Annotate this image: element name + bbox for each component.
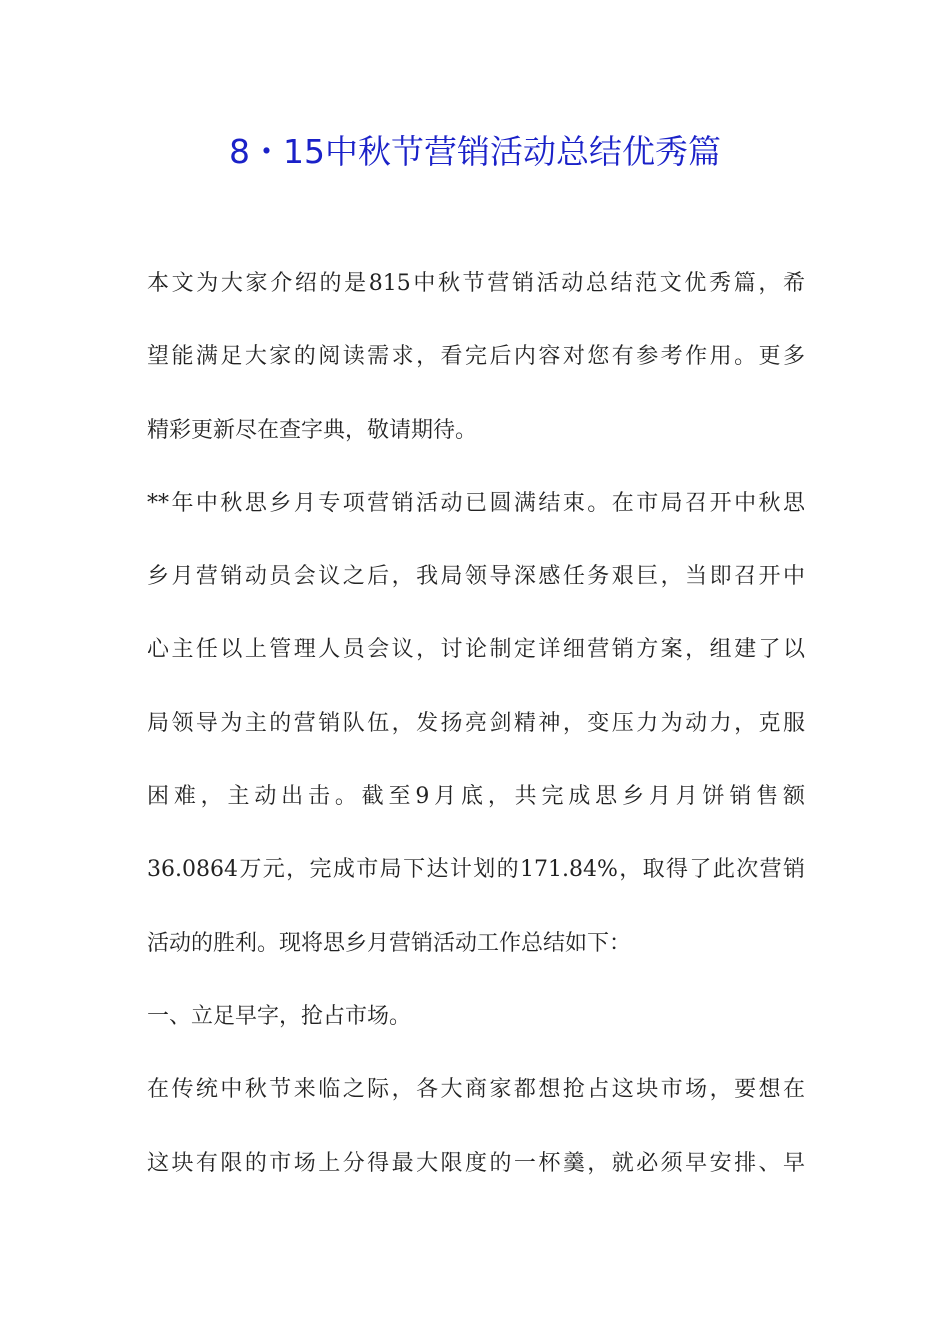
section-heading: 一、立足早字，抢占市场。 [147, 1003, 412, 1029]
paragraph-line: 乡月营销动员会议之后，我局领导深感任务艰巨，当即召开中 [147, 564, 805, 590]
document-body [147, 262, 805, 1215]
paragraph-line: 精彩更新尽在查字典，敬请期待。 [147, 417, 478, 443]
paragraph-line: 困难，主动出击。截至9月底，共完成思乡月月饼销售额 [147, 784, 805, 810]
paragraph-line: 这块有限的市场上分得最大限度的一杯羹，就必须早安排、早 [147, 1150, 805, 1176]
paragraph-line: 本文为大家介绍的是815中秋节营销活动总结范文优秀篇，希 [147, 271, 805, 296]
paragraph-line: 望能满足大家的阅读需求，看完后内容对您有参考作用。更多 [147, 344, 805, 370]
paragraph-line: 36.0864万元，完成市局下达计划的171.84%，取得了此次营销 [147, 857, 805, 883]
paragraph-line: 在传统中秋节来临之际，各大商家都想抢占这块市场，要想在 [147, 1077, 805, 1103]
paragraph-line: **年中秋思乡月专项营销活动已圆满结束。在市局召开中秋思 [147, 490, 805, 516]
paragraph-line: 局领导为主的营销队伍，发扬亮剑精神，变压力为动力，克服 [147, 710, 805, 736]
paragraph-line: 心主任以上管理人员会议，讨论制定详细营销方案，组建了以 [147, 637, 805, 663]
paragraph-line: 活动的胜利。现将思乡月营销活动工作总结如下： [147, 930, 632, 956]
document-title: 8・15中秋节营销活动总结优秀篇 [229, 132, 721, 171]
